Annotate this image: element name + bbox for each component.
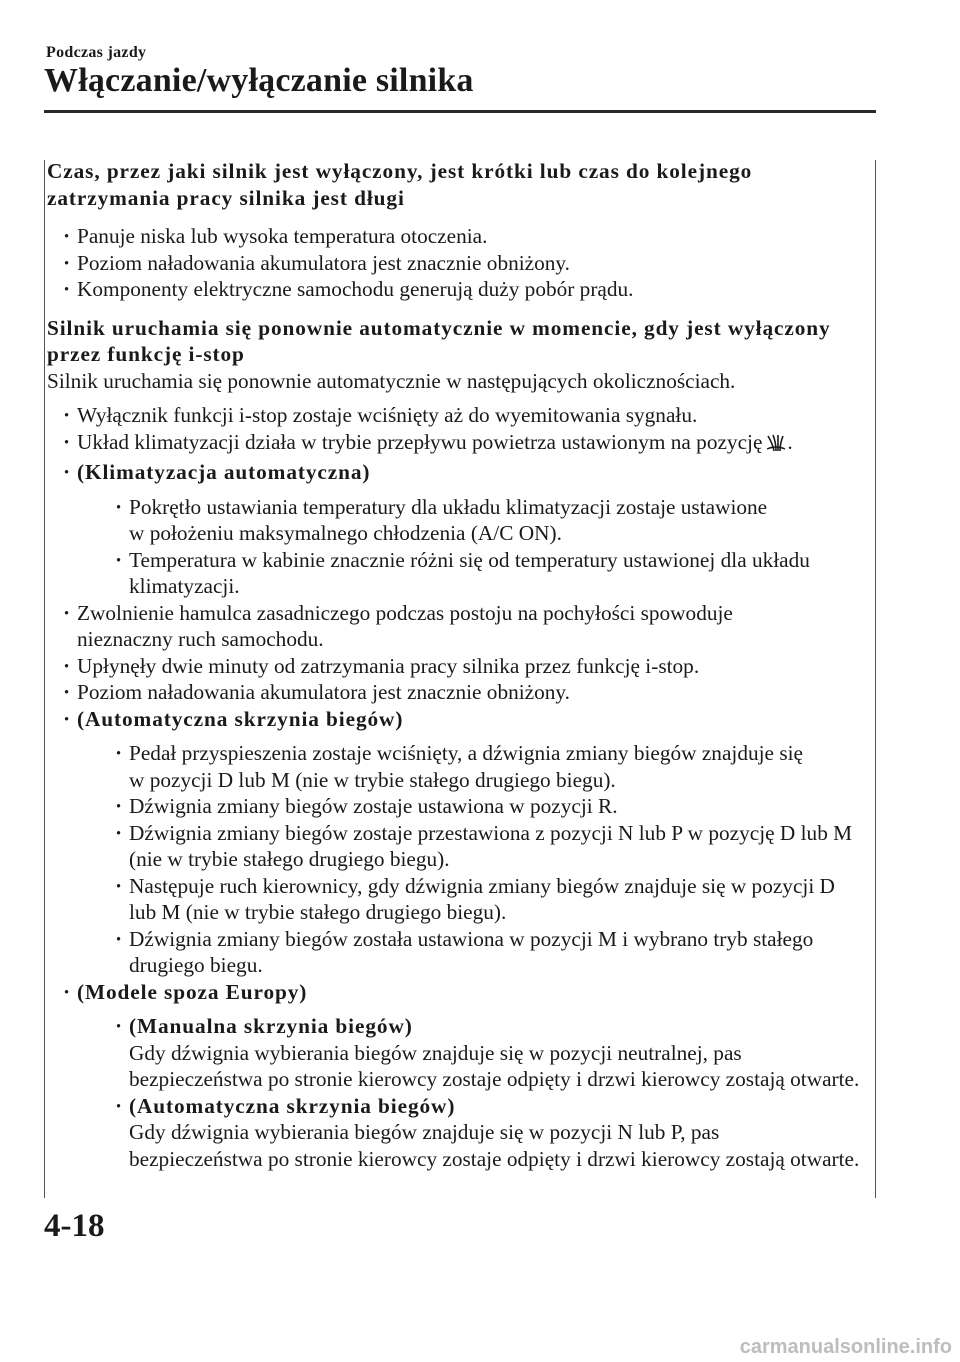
list-item-line: Pedał przyspieszenia zostaje wciśnięty, a dźwignia zmiany biegów znajduje się xyxy=(129,741,803,765)
list-item-line: drugiego biegu. xyxy=(129,953,263,977)
climate-header: (Klimatyzacja automatyczna) xyxy=(77,460,371,484)
list-item xyxy=(47,706,867,979)
block1-heading xyxy=(47,158,867,211)
list-item xyxy=(99,740,867,793)
list-item: · Układ klimatyzacji działa w trybie przepływu powietrza ustawionym na pozycję . xyxy=(47,429,867,460)
list-item-line: nieznaczny ruch samochodu. xyxy=(77,627,324,651)
block1-heading-line1: Czas, przez jaki silnik jest wyłączony, jest krótki lub czas do kolejnego xyxy=(47,159,753,183)
list-item-line: Dźwignia zmiany biegów została ustawiona w pozycji M i wybrano tryb stałego xyxy=(129,926,814,951)
list-item-line: Gdy dźwignia wybierania biegów znajduje się w pozycji neutralnej, pas xyxy=(129,1040,742,1065)
list-item xyxy=(99,547,867,600)
list-item: · Poziom naładowania akumulatora jest znacznie obniżony. xyxy=(47,679,867,706)
list-item-text: Układ klimatyzacji działa w trybie przepływu powietrza ustawionym na pozycję xyxy=(77,429,763,454)
list-item: · Poziom naładowania akumulatora jest znacznie obniżony. xyxy=(47,250,867,277)
list-item xyxy=(99,1093,867,1173)
climate-sublist xyxy=(77,494,867,600)
list-item-line: Zwolnienie hamulca zasadniczego podczas postoju na pochyłości spowoduje xyxy=(77,600,733,625)
non-europe-header: (Modele spoza Europy) xyxy=(77,979,308,1004)
block2-heading-line1: Silnik uruchamia się ponownie automatycznie w momencie, gdy jest wyłączony xyxy=(47,315,831,340)
block2-list xyxy=(47,402,867,1172)
list-item-line: Pokrętło ustawiania temperatury dla układu klimatyzacji zostaje ustawione xyxy=(129,494,768,519)
column-rule-right xyxy=(875,160,876,1198)
defrost-fan-icon xyxy=(765,433,787,460)
title-rule xyxy=(44,110,876,113)
list-item xyxy=(47,459,867,600)
list-item xyxy=(99,494,867,547)
list-item xyxy=(99,926,867,979)
page-number: 4-18 xyxy=(44,1208,105,1244)
auto-sublist xyxy=(77,740,867,979)
list-item xyxy=(99,793,867,820)
block2-intro: Silnik uruchamia się ponownie automatycznie w następujących okolicznościach. xyxy=(47,368,736,393)
list-item-line: w położeniu maksymalnego chłodzenia (A/C ON). xyxy=(129,521,562,545)
watermark: carmanualsonline.info xyxy=(739,1336,952,1358)
list-item-line: bezpieczeństwa po stronie kierowcy zostaje odpięty i drzwi kierowcy zostają otwarte. xyxy=(129,1146,860,1171)
list-item: · Wyłącznik funkcji i-stop zostaje wciśnięty aż do wyemitowania sygnału. xyxy=(47,402,867,429)
list-item: · Upłynęły dwie minuty od zatrzymania pracy silnika przez funkcję i-stop. xyxy=(47,653,867,680)
list-item-line: (nie w trybie stałego drugiego biegu). xyxy=(129,847,450,871)
column-rule-left xyxy=(44,160,45,1198)
list-item-line: Następuje ruch kierownicy, gdy dźwignia zmiany biegów znajduje się w pozycji D xyxy=(129,873,835,898)
list-item-line: Dźwignia zmiany biegów zostaje przestawiona z pozycji N lub P w pozycję D lub M xyxy=(129,820,853,845)
list-item-line: Dźwignia zmiany biegów zostaje ustawiona w pozycji R. xyxy=(129,794,618,818)
block1-list xyxy=(47,223,867,303)
list-item-line: w pozycji D lub M (nie w trybie stałego drugiego biegu). xyxy=(129,767,616,792)
list-item-line: Temperatura w kabinie znacznie różni się od temperatury ustawionej dla układu xyxy=(129,547,810,572)
auto-header: (Automatyczna skrzynia biegów) xyxy=(77,706,404,731)
block1-heading-line2: zatrzymania pracy silnika jest długi xyxy=(47,185,405,210)
non-europe-sublist xyxy=(77,1013,867,1172)
block2-heading xyxy=(47,315,867,368)
list-item xyxy=(47,979,867,1173)
list-item-line: klimatyzacji. xyxy=(129,574,240,598)
auto2-header: (Automatyczna skrzynia biegów) xyxy=(129,1093,456,1118)
list-item xyxy=(47,600,867,653)
list-item: · Komponenty elektryczne samochodu generują duży pobór prądu. xyxy=(47,276,867,303)
block2-heading-line2: przez funkcję i-stop xyxy=(47,342,245,366)
list-item xyxy=(99,873,867,926)
section-label: Podczas jazdy xyxy=(46,44,147,61)
list-item xyxy=(99,1013,867,1093)
list-item: · Panuje niska lub wysoka temperatura otoczenia. xyxy=(47,223,867,250)
list-item-line: bezpieczeństwa po stronie kierowcy zostaje odpięty i drzwi kierowcy zostają otwarte. xyxy=(129,1067,860,1091)
manual-header: (Manualna skrzynia biegów) xyxy=(129,1014,413,1038)
list-item-line: lub M (nie w trybie stałego drugiego biegu). xyxy=(129,900,507,924)
list-item xyxy=(99,820,867,873)
page-title: Włączanie/wyłączanie silnika xyxy=(44,62,474,99)
content-column xyxy=(47,158,867,1172)
list-item-line: Gdy dźwignia wybierania biegów znajduje się w pozycji N lub P, pas xyxy=(129,1120,720,1144)
